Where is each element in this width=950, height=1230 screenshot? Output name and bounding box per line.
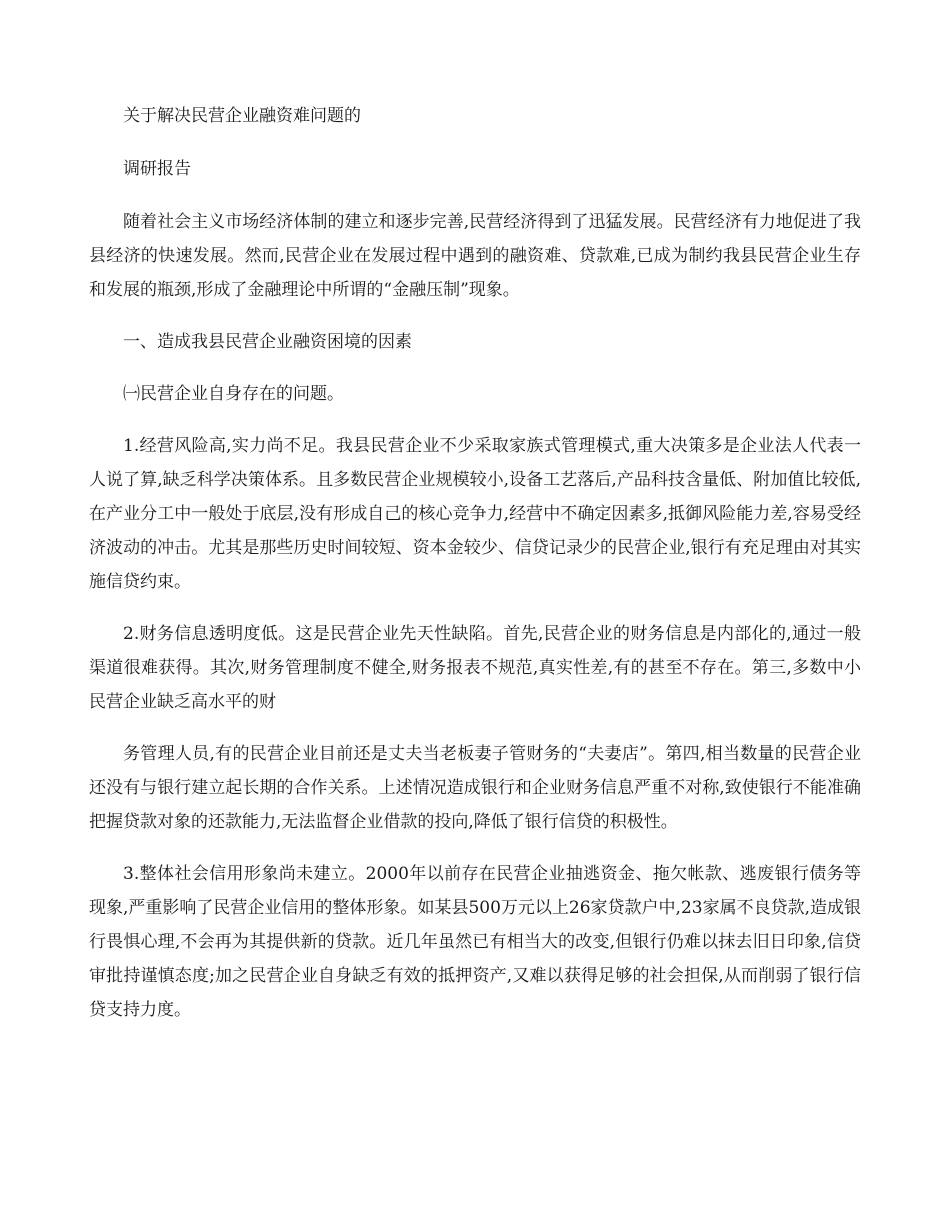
paragraph-item-3: 3.整体社会信用形象尚未建立。2000年以前存在民营企业抽逃资金、拖欠帐款、逃废银行债务等现象,严重影响了民营企业信用的整体形象。如某县500万元以上26家贷款户中,23家属不良贷款,造成银行畏惧心理,不会再为其提供新的贷款。近几年虽然已有相当大的改变,但银行仍难以抹去旧日印象,信贷审批持谨慎态度;加之民营企业自身缺乏有效的抵押资产,又难以获得足够的社会担保,从而削弱了银行信贷支持力度。: [89, 864, 861, 1020]
document-title-line-1: 关于解决民营企业融资难问题的: [123, 106, 361, 126]
paragraph-item-2-continued: 务管理人员,有的民营企业目前还是丈夫当老板妻子管财务的“夫妻店”。第四,相当数量的民营企业还没有与银行建立起长期的合作关系。上述情况造成银行和企业财务信息严重不对称,致使银行不能准确把握贷款对象的还款能力,无法监督企业借款的投向,降低了银行信贷的积极性。: [89, 744, 861, 832]
document-title-line-2: 调研报告: [123, 159, 191, 179]
paragraph-item-2: 2.财务信息透明度低。这是民营企业先天性缺陷。首先,民营企业的财务信息是内部化的,通过一般渠道很难获得。其次,财务管理制度不健全,财务报表不规范,真实性差,有的甚至不存在。第三,多数中小民营企业缺乏高水平的财: [89, 624, 861, 712]
paragraph-intro: 随着社会主义市场经济体制的建立和逐步完善,民营经济得到了迅猛发展。民营经济有力地促进了我县经济的快速发展。然而,民营企业在发展过程中遇到的融资难、贷款难,已成为制约我县民营企业生存和发展的瓶颈,形成了金融理论中所谓的“金融压制”现象。: [89, 212, 861, 300]
paragraph-item-1: 1.经营风险高,实力尚不足。我县民营企业不少采取家族式管理模式,重大决策多是企业法人代表一人说了算,缺乏科学决策体系。且多数民营企业规模较小,设备工艺落后,产品科技含量低、附加值比较低,在产业分工中一般处于底层,没有形成自己的核心竞争力,经营中不确定因素多,抵御风险能力差,容易受经济波动的冲击。尤其是那些历史时间较短、资本金较少、信贷记录少的民营企业,银行有充足理由对其实施信贷约束。: [89, 436, 861, 592]
section-heading-1: 一、造成我县民营企业融资困境的因素: [123, 332, 412, 352]
subsection-heading-1: ㈠民营企业自身存在的问题。: [123, 384, 344, 404]
document-body: [89, 99, 861, 1027]
